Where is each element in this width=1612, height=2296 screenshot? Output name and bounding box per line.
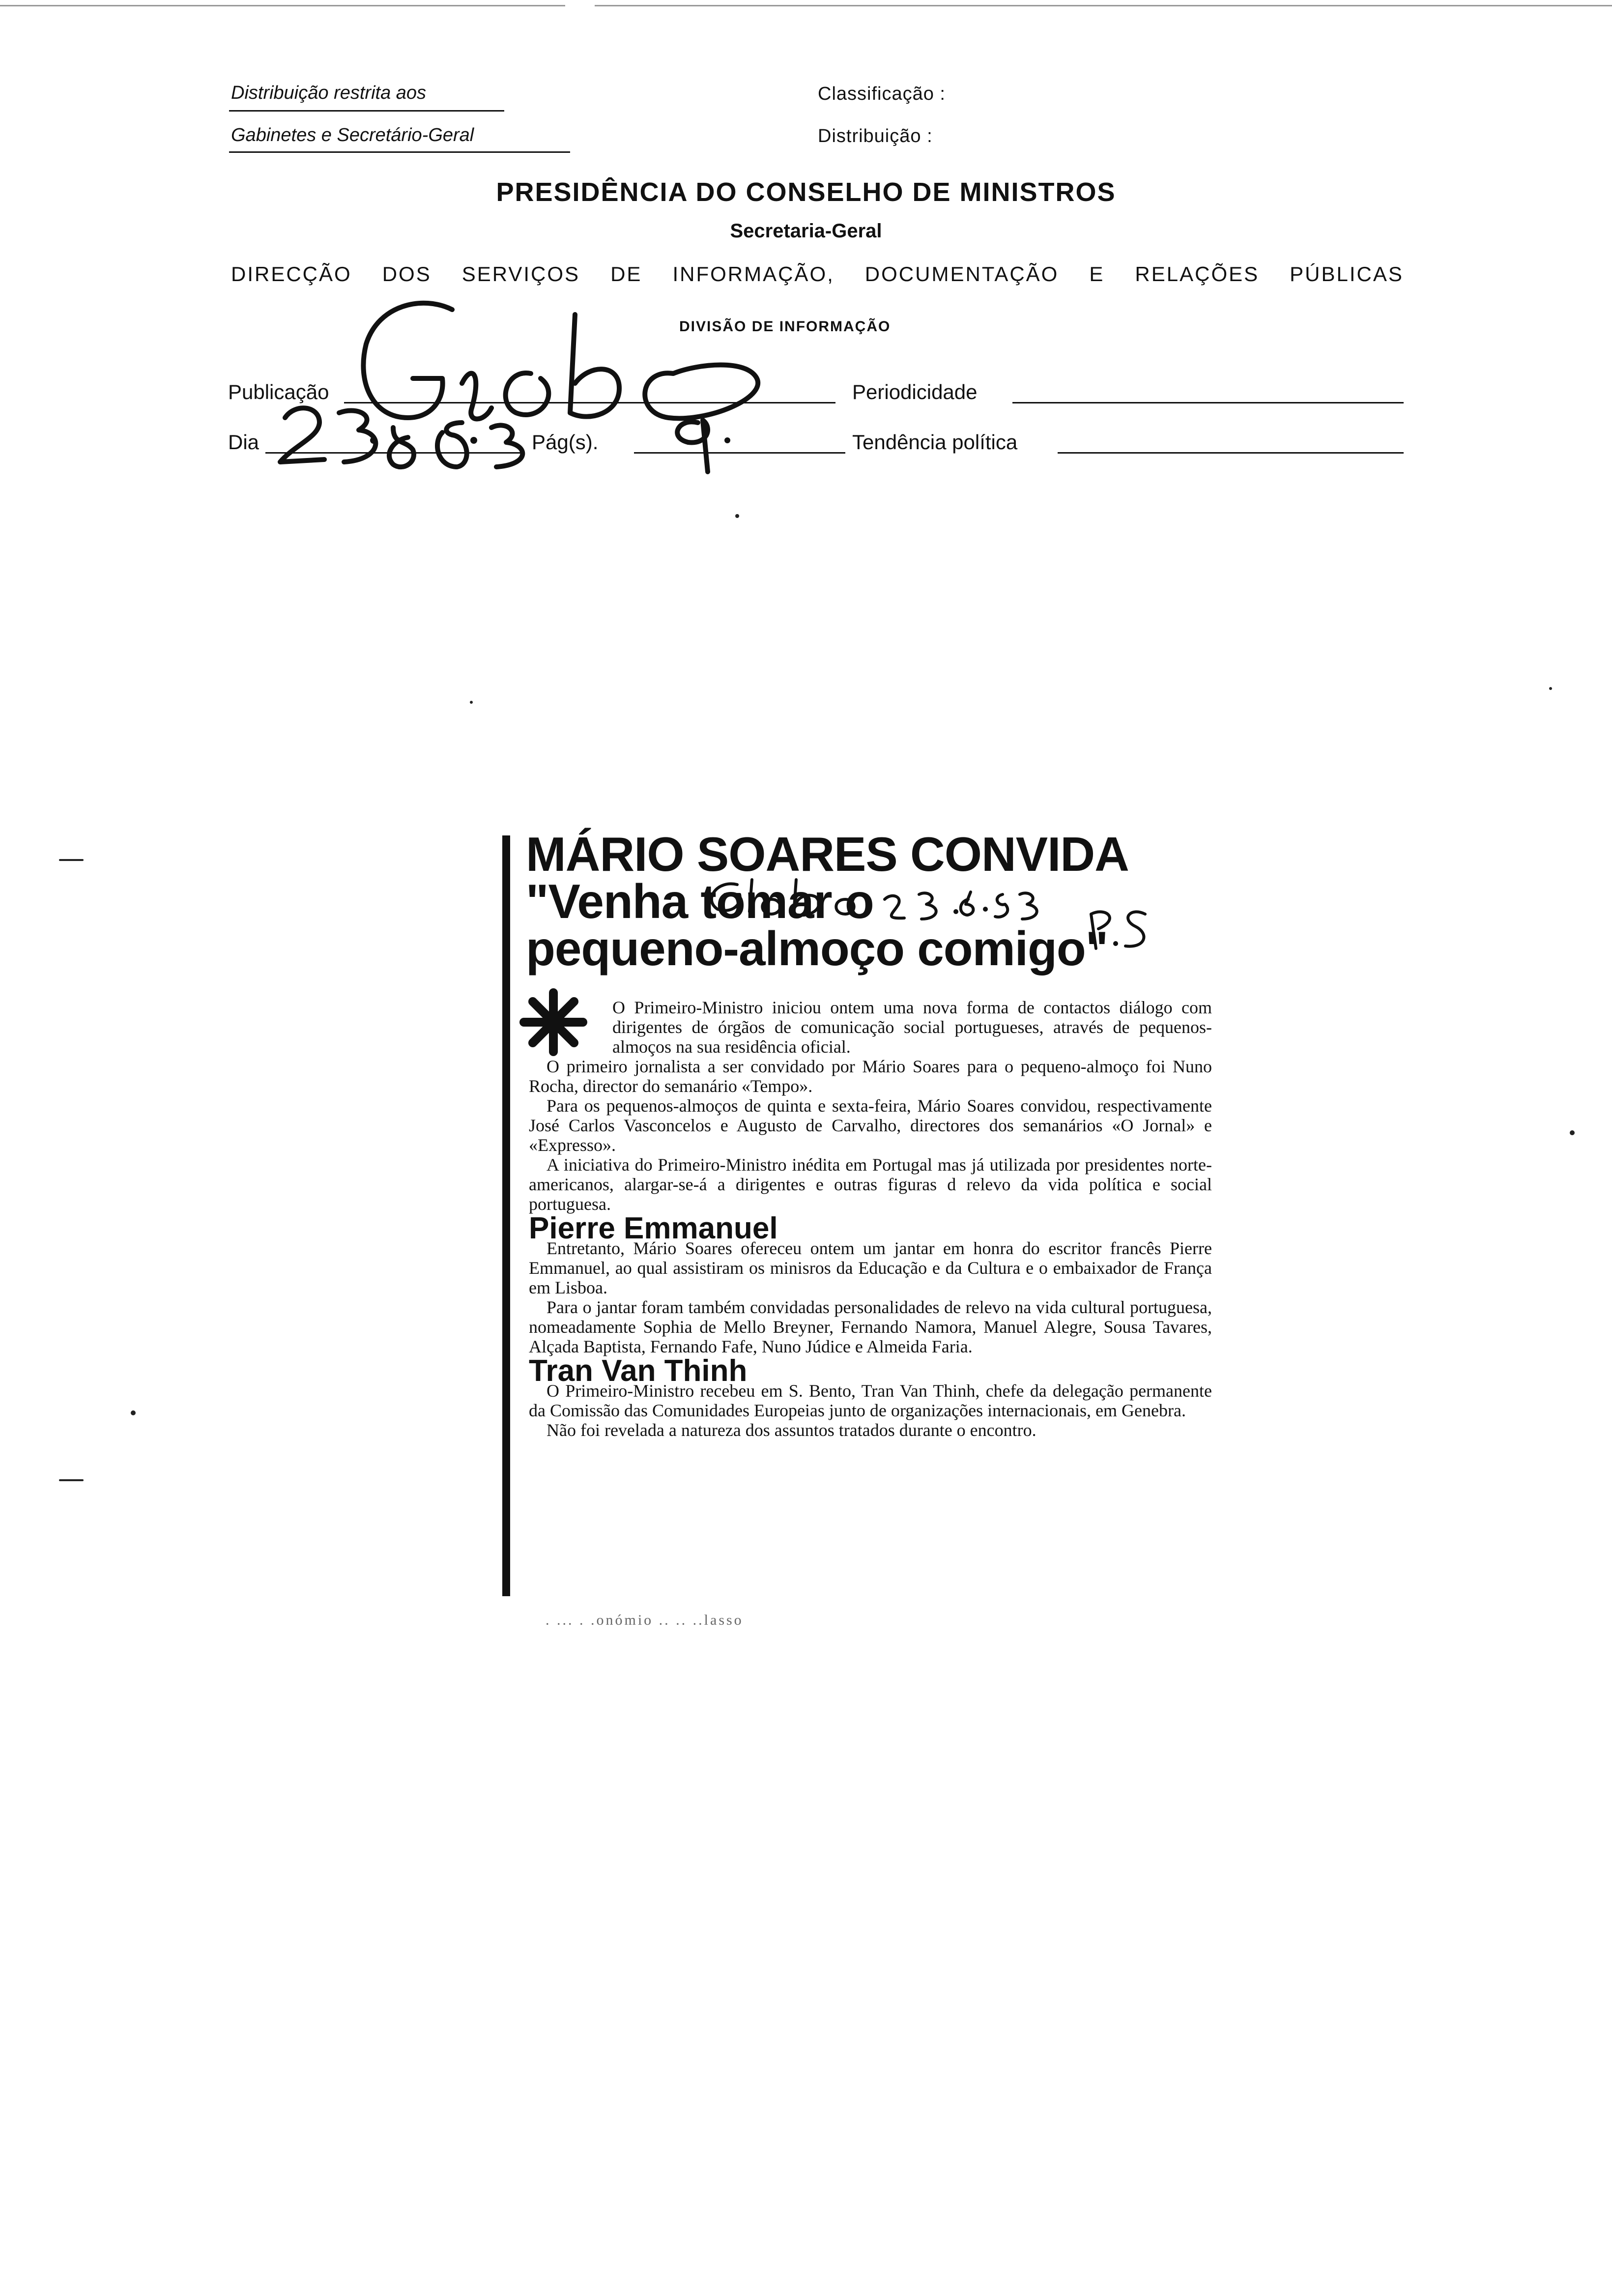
headline-line-1: MÁRIO SOARES CONVIDA [526, 827, 1129, 881]
cutoff-text-line: . ... . .onómio .. .. ..lasso [546, 1612, 744, 1628]
headline-line-2: "Venha tomar o [526, 874, 874, 928]
headline-line-3: pequeno-almoço comigo" [526, 921, 1108, 976]
direccao-word: RELAÇÕES [1135, 262, 1260, 286]
tendencia-label: Tendência política [852, 430, 1018, 454]
article-paragraph: O Primeiro-Ministro recebeu em S. Bento, Tran Van Thinh, chefe da delegação permanente da Comissão das Comunidades Europeias junto de organizações internacionais, em Genebra. [529, 1381, 1212, 1420]
article-paragraph: A iniciativa do Primeiro-Ministro inédita em Portugal mas já utilizada por presidentes norte-americanos, alargar-se-á a dirigentes e outras figuras d relevo da vida política e social portuguesa. [529, 1155, 1212, 1214]
section-title-tran-van-thinh: Tran Van Thinh [529, 1354, 748, 1388]
restricted-line-2: Gabinetes e Secretário-Geral [231, 125, 474, 145]
direccao-word: E [1089, 262, 1105, 286]
divisao-label: DIVISÃO DE INFORMAÇÃO [679, 318, 891, 335]
classificacao-label: Classificação : [818, 84, 946, 104]
section-title-pierre-emmanuel: Pierre Emmanuel [529, 1211, 778, 1245]
office-subtitle: Secretaria-Geral [730, 220, 882, 242]
restricted-line-1: Distribuição restrita aos [231, 83, 427, 103]
article-paragraph: Entretanto, Mário Soares ofereceu ontem um jantar em honra do escritor francês Pierre Emmanuel, ao qual assistiram os minisros da Educação e da Cultura e o embaixador de França em Lisboa. [529, 1238, 1212, 1297]
stray-mark [1570, 1130, 1575, 1135]
direccao-word: DE [610, 262, 642, 286]
stray-mark [131, 1410, 136, 1415]
direccao-word: INFORMAÇÃO, [672, 262, 835, 286]
article-paragraph: O Primeiro-Ministro iniciou ontem uma nova forma de contactos diálogo com dirigentes de órgãos de comunicação social portugueses, através de pequenos-almoços na sua residência oficial. [612, 998, 1212, 1057]
direccao-word: PÚBLICAS [1290, 262, 1404, 286]
article-paragraph: Para os pequenos-almoços de quinta e sexta-feira, Mário Soares convidou, respectivamente José Carlos Vasconcelos e Augusto de Carvalho, directores dos semanários «O Jornal» e «Expresso». [529, 1096, 1212, 1155]
article-paragraph: O primeiro jornalista a ser convidado por Mário Soares para o pequeno-almoço foi Nuno Rocha, director do semanário «Tempo». [529, 1057, 1212, 1096]
direccao-word: SERVIÇOS [461, 262, 580, 286]
article-paragraph: Para o jantar foram também convidadas personalidades de relevo na vida cultural portuguesa, nomeadamente Sophia de Mello Breyner, Fernando Namora, Manuel Alegre, Sousa Tavares, Alçada Baptista, Fernando Fafe, Nuno Júdice e Almeida Faria. [529, 1297, 1212, 1356]
direccao-word: DOCUMENTAÇÃO [864, 262, 1059, 286]
periodicidade-label: Periodicidade [852, 380, 978, 403]
direccao-word: DOS [382, 262, 432, 286]
article-body [529, 998, 1212, 1440]
stray-mark [59, 1479, 84, 1481]
distribuicao-label: Distribuição : [818, 126, 933, 146]
article-paragraph: Não foi revelada a natureza dos assuntos tratados durante o encontro. [547, 1420, 1036, 1440]
office-title: PRESIDÊNCIA DO CONSELHO DE MINISTROS [496, 177, 1116, 207]
asterisk-ornament-icon [0, 0, 1612, 1081]
pags-label: Pág(s). [532, 430, 599, 454]
publicacao-label: Publicação [228, 380, 329, 403]
dia-label: Dia [228, 430, 259, 454]
direccao-word: DIRECÇÃO [231, 262, 352, 286]
